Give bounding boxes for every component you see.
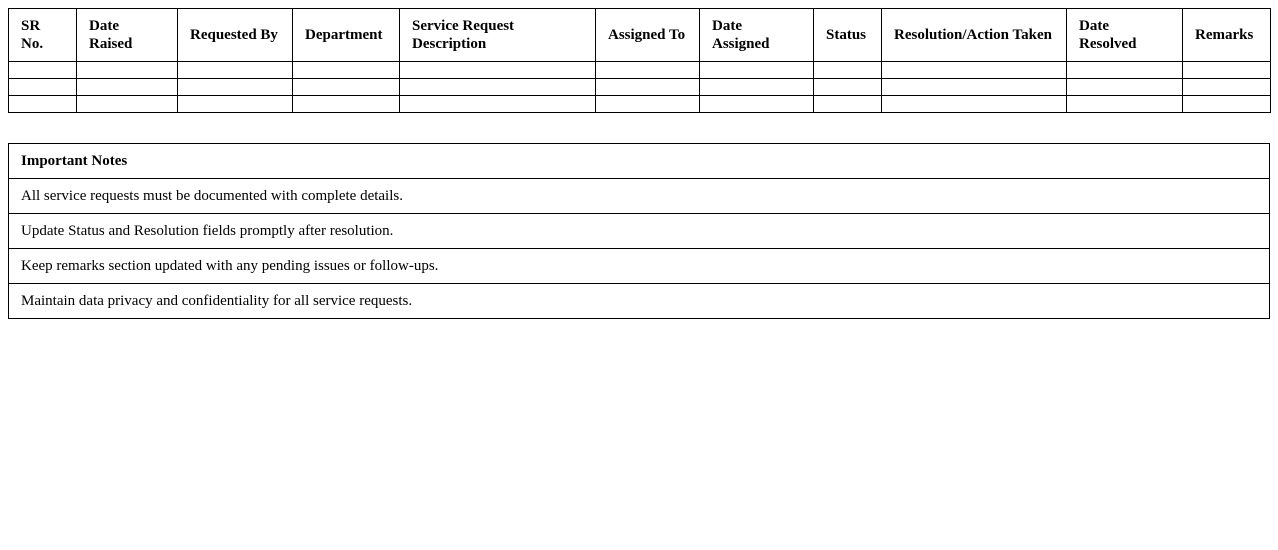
table-cell[interactable]	[178, 79, 293, 96]
notes-title: Important Notes	[9, 144, 1270, 179]
table-cell[interactable]	[1067, 79, 1183, 96]
column-header-department: Department	[293, 9, 400, 62]
note-text: Update Status and Resolution fields promptly after resolution.	[9, 214, 1270, 249]
table-cell[interactable]	[700, 79, 814, 96]
table-cell[interactable]	[1067, 96, 1183, 113]
table-cell[interactable]	[882, 79, 1067, 96]
table-cell[interactable]	[9, 62, 77, 79]
table-cell[interactable]	[178, 62, 293, 79]
column-header-assigned-to: Assigned To	[596, 9, 700, 62]
table-cell[interactable]	[596, 79, 700, 96]
table-cell[interactable]	[882, 62, 1067, 79]
table-cell[interactable]	[1067, 62, 1183, 79]
service-request-log-table	[8, 8, 1271, 113]
table-cell[interactable]	[1183, 79, 1271, 96]
table-cell[interactable]	[882, 96, 1067, 113]
column-header-remarks: Remarks	[1183, 9, 1271, 62]
table-cell[interactable]	[77, 79, 178, 96]
list-item	[9, 214, 1270, 249]
column-header-date-assigned: Date Assigned	[700, 9, 814, 62]
column-header-sr-no: SR No.	[9, 9, 77, 62]
list-item	[9, 284, 1270, 319]
table-cell[interactable]	[77, 62, 178, 79]
table-cell[interactable]	[596, 96, 700, 113]
table-cell[interactable]	[293, 96, 400, 113]
table-cell[interactable]	[814, 96, 882, 113]
list-item	[9, 179, 1270, 214]
table-cell[interactable]	[9, 79, 77, 96]
column-header-status: Status	[814, 9, 882, 62]
table-row	[9, 96, 1271, 113]
table-cell[interactable]	[178, 96, 293, 113]
column-header-date-resolved: Date Resolved	[1067, 9, 1183, 62]
column-header-requested-by: Requested By	[178, 9, 293, 62]
table-cell[interactable]	[293, 79, 400, 96]
column-header-resolution: Resolution/Action Taken	[882, 9, 1067, 62]
table-cell[interactable]	[400, 62, 596, 79]
table-row	[9, 79, 1271, 96]
table-cell[interactable]	[814, 79, 882, 96]
table-row	[9, 62, 1271, 79]
table-cell[interactable]	[77, 96, 178, 113]
table-cell[interactable]	[700, 62, 814, 79]
notes-header-row	[9, 144, 1270, 179]
column-header-description: Service Request Description	[400, 9, 596, 62]
table-cell[interactable]	[400, 96, 596, 113]
table-cell[interactable]	[400, 79, 596, 96]
table-cell[interactable]	[1183, 96, 1271, 113]
important-notes-table	[8, 143, 1270, 319]
table-header-row	[9, 9, 1271, 62]
table-cell[interactable]	[9, 96, 77, 113]
column-header-date-raised: Date Raised	[77, 9, 178, 62]
note-text: Maintain data privacy and confidentiality for all service requests.	[9, 284, 1270, 319]
table-cell[interactable]	[814, 62, 882, 79]
table-cell[interactable]	[1183, 62, 1271, 79]
table-cell[interactable]	[596, 62, 700, 79]
table-cell[interactable]	[293, 62, 400, 79]
list-item	[9, 249, 1270, 284]
note-text: Keep remarks section updated with any pending issues or follow-ups.	[9, 249, 1270, 284]
table-cell[interactable]	[700, 96, 814, 113]
note-text: All service requests must be documented with complete details.	[9, 179, 1270, 214]
